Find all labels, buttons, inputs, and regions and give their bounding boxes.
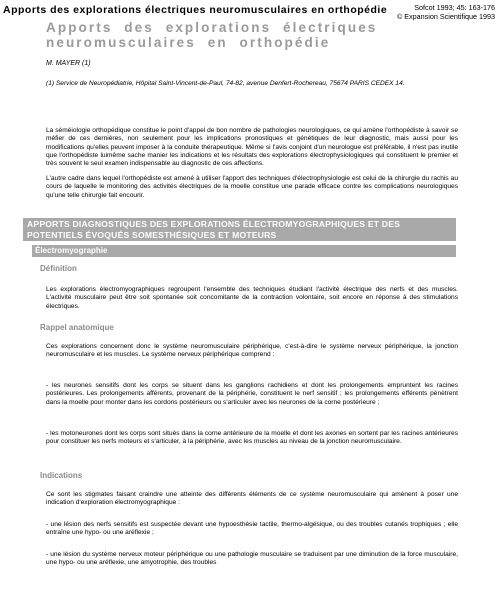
heading-rappel-anatomique: Rappel anatomique: [40, 323, 114, 332]
rappel-paragraph-3: - les motoneurones dont les corps sont situés dans la corne antérieure de la moelle et dont les axones en sortent par les racines antérieures pour constituer les nerfs moteurs et s'articuler, à la périphérie, avec les muscles au niveau de la jonction neuromusculaire.: [46, 430, 458, 446]
rappel-paragraph-1: Ces explorations concernent donc le système neuromusculaire périphérique, c'est-à-dire le système nerveux périphérique, la jonction neuromusculaire et les muscles. Le système nerveux périphérique comprend :: [46, 343, 458, 359]
definition-paragraph: Les explorations électromyographiques regroupent l'ensemble des techniques étudiant l'activité électrique des nerfs et des muscles. L'activité musculaire peut être soit spontanée soit concomitante de la contraction volontaire, soit encore en réponse à des stimulations électriques.: [46, 286, 458, 310]
subsection-heading: Électromyographie: [32, 245, 456, 257]
rappel-paragraph-2: - les neurones sensitifs dont les corps se situent dans les ganglions rachidiens et dont les prolongements empruntent les racines postérieures. Les prolongements afférents, provenant de la périphérie, constituent le nerf sensitif ; les prolongements efférents pénètrent dans la moelle pour monter dans les cordons postérieurs ou s'articuler avec les neurones de la corne postérieure ;: [46, 382, 458, 406]
author-affiliation: (1) Service de Neuropédiatrie, Hôpital Saint-Vincent-de-Paul, 74-82, avenue Denfert-Rochereau, 75674 PARIS CEDEX 14.: [46, 80, 405, 87]
heading-indications: Indications: [40, 471, 83, 480]
intro-paragraph-1: La séméiologie orthopédique constitue le point d'appel de bon nombre de pathologies neurologiques, ce qui amène l'orthopédiste à savoir se méfier de ces dernières, non seulement pour les implications pronostiques et génétiques de leur diagnostic, mais aussi pour les modifications qu'elles peuvent imposer à la conduite thérapeutique. Même si l'avis conjoint d'un neurologue est préférable, il n'est pas inutile que l'orthopédiste luimême sache manier les indications et les résultats des explorations électrophysiologiques qui constituent le premier et très souvent le seul examen indispensable au diagnostic de ces affections.: [46, 127, 458, 168]
indications-paragraph-1: Ce sont les stigmates faisant craindre une atteinte des différents éléments de ce système neuromusculaire qui amènent à poser une indication d'exploration électromyographique :: [46, 491, 458, 507]
indications-paragraph-3: - une lésion du système nerveux moteur périphérique ou une pathologie musculaire se traduisent par une diminution de la force musculaire, une hypo- ou une aréflexie, une amyotrophie, des troubles: [46, 551, 458, 567]
indications-paragraph-2: - une lésion des nerfs sensitifs est suspectée devant une hypoesthésie tactile, thermo-algésique, ou des troubles cutanés trophiques ; elle entraîne une hypo- ou une aréflexie ;: [46, 521, 458, 537]
article-authors: M. MAYER (1): [46, 60, 91, 67]
intro-paragraph-2: L'autre cadre dans lequel l'orthopédiste est amené à utiliser l'apport des techniques d'électrophysiologie est celui de la chirurgie du rachis au cours de laquelle le monitoring des activités électriques de la moelle constitue une parade efficace contre les complications neurologiques qu'une telle chirurgie fait encourir.: [46, 175, 458, 199]
citation-journal: Sofcot 1993; 45: 163-176: [414, 3, 495, 12]
citation-copyright: © Expansion Scientifique 1993: [397, 11, 495, 21]
citation: [397, 4, 495, 21]
running-title: Apports des explorations électriques neuromusculaires en orthopédie: [3, 4, 388, 16]
heading-definition: Définition: [40, 264, 77, 273]
article-title: Apports des explorations électriques neuromusculaires en orthopédie: [46, 20, 378, 50]
section-heading: APPORTS DIAGNOSTIQUES DES EXPLORATIONS ÉLECTROMYOGRAPHIQUES ET DES POTENTIELS ÉVOQUÉS SOMESTHÉSIQUES ET MOTEURS: [23, 218, 456, 241]
